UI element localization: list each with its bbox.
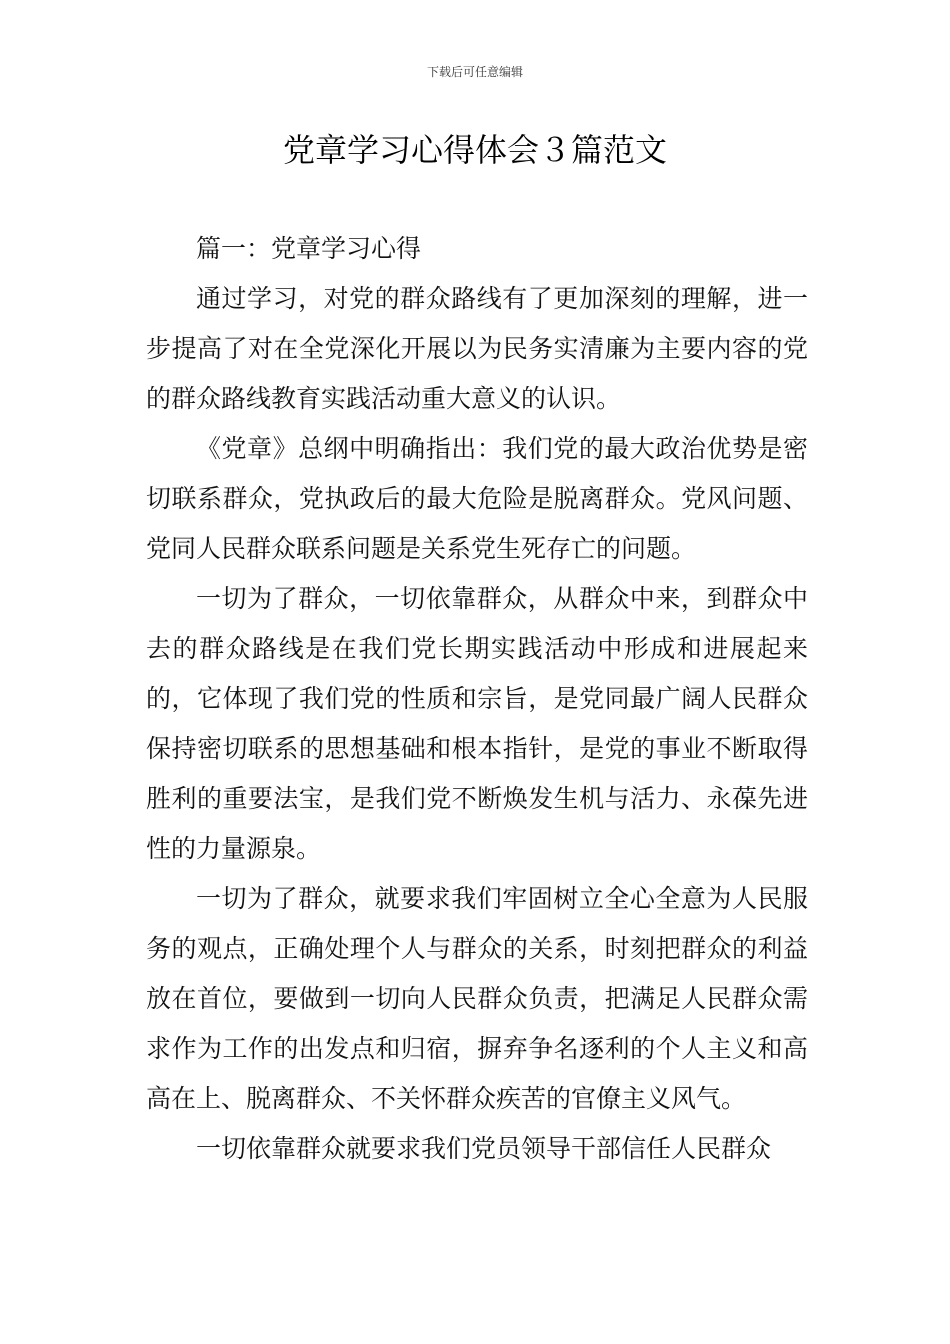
document-title: 党章学习心得体会３篇范文 bbox=[282, 131, 667, 169]
paragraph: 通过学习，对党的群众路线有了更加深刻的理解，进一步提高了对在全党深化开展以为民务实清廉为主要内容的党的群众路线教育实践活动重大意义的认识。 bbox=[146, 284, 808, 413]
paragraph: 一切为了群众，一切依靠群众，从群众中来，到群众中去的群众路线是在我们党长期实践活动中形成和进展起来的，它体现了我们党的性质和宗旨，是党同最广阔人民群众保持密切联系的思想基础和根本指针，是党的事业不断取得胜利的重要法宝，是我们党不断焕发生机与活力、永葆先进性的力量源泉。 bbox=[146, 584, 808, 863]
paragraph: 《党章》总纲中明确指出：我们党的最大政治优势是密切联系群众，党执政后的最大危险是脱离群众。党风问题、党同人民群众联系问题是关系党生死存亡的问题。 bbox=[146, 434, 808, 563]
paragraph: 一切为了群众，就要求我们牢固树立全心全意为人民服务的观点，正确处理个人与群众的关系，时刻把群众的利益放在首位，要做到一切向人民群众负责，把满足人民群众需求作为工作的出发点和归宿，摒弃争名逐利的个人主义和高高在上、脱离群众、不关怀群众疾苦的官僚主义风气。 bbox=[146, 884, 808, 1113]
header-note: 下载后可任意编辑 bbox=[426, 65, 523, 79]
document-body bbox=[146, 224, 808, 1174]
paragraph: 一切依靠群众就要求我们党员领导干部信任人民群众 bbox=[196, 1134, 772, 1163]
section-heading: 篇一：党章学习心得 bbox=[196, 234, 422, 263]
